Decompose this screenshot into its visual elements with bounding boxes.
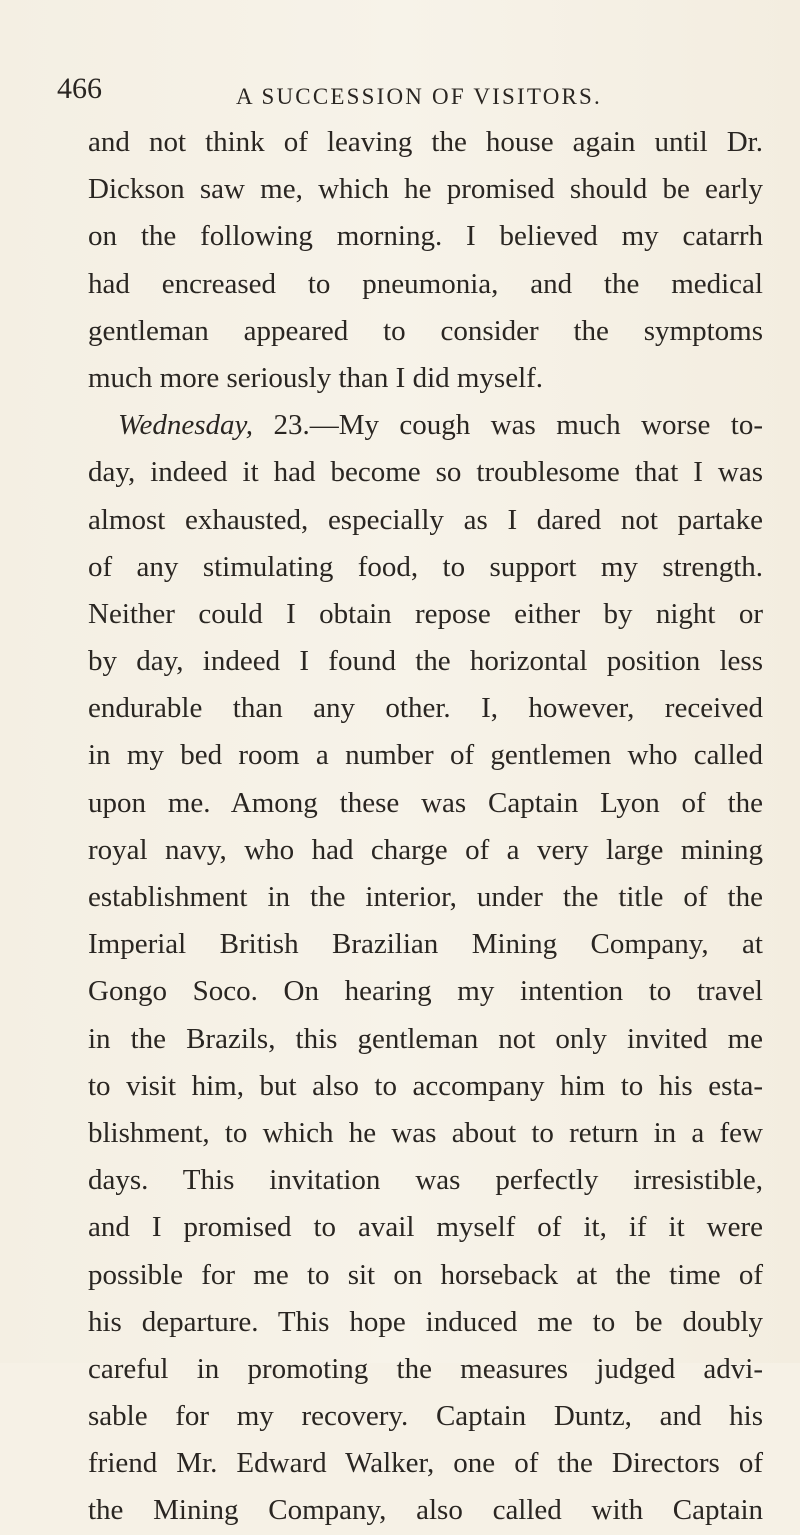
text-line: upon me. Among these was Captain Lyon of the bbox=[88, 786, 763, 819]
body-text bbox=[88, 119, 763, 1535]
text-line: had encreased to pneumonia, and the medical bbox=[88, 267, 763, 300]
text-line: gentleman appeared to consider the symptoms bbox=[88, 314, 763, 347]
text-line: in my bed room a number of gentlemen who called bbox=[88, 739, 763, 772]
text-line: endurable than any other. I, however, received bbox=[88, 692, 763, 725]
text-line: of any stimulating food, to support my strength. bbox=[88, 550, 763, 583]
text-line: day, indeed it had become so troublesome that I was bbox=[88, 456, 763, 489]
text-line: Imperial British Brazilian Mining Company, at bbox=[88, 928, 763, 961]
diary-entry-line bbox=[88, 402, 763, 449]
page-number: 466 bbox=[57, 72, 102, 105]
text-line: and I promised to avail myself of it, if it were bbox=[88, 1211, 763, 1244]
text-line: blishment, to which he was about to return in a few bbox=[88, 1116, 763, 1149]
text-line: days. This invitation was perfectly irresistible, bbox=[88, 1164, 763, 1197]
text-line: in the Brazils, this gentleman not only invited me bbox=[88, 1022, 763, 1055]
text-line: almost exhausted, especially as I dared not partake bbox=[88, 503, 763, 536]
text-line: his departure. This hope induced me to be doubly bbox=[88, 1305, 763, 1338]
text-line: establishment in the interior, under the title of the bbox=[88, 881, 763, 913]
text-line: careful in promoting the measures judged advi- bbox=[88, 1352, 763, 1385]
text-line: Gongo Soco. On hearing my intention to travel bbox=[88, 975, 763, 1008]
text-line: Dickson saw me, which he promised should be early bbox=[88, 173, 763, 206]
running-head-text: A SUCCESSION OF VISITORS. bbox=[235, 84, 603, 109]
text-line: to visit him, but also to accompany him to his esta- bbox=[88, 1069, 763, 1102]
text-line: much more seriously than I did myself. bbox=[88, 361, 544, 394]
text-line: friend Mr. Edward Walker, one of the Directors of bbox=[88, 1447, 763, 1480]
text-line: royal navy, who had charge of a very large mining bbox=[88, 833, 763, 866]
text-line: Neither could I obtain repose either by night or bbox=[88, 597, 763, 630]
text-line: and not think of leaving the house again until Dr. bbox=[88, 126, 763, 158]
text-line: possible for me to sit on horseback at the time of bbox=[88, 1258, 763, 1291]
text-line: by day, indeed I found the horizontal position less bbox=[88, 645, 763, 678]
text-line: sable for my recovery. Captain Duntz, and his bbox=[88, 1400, 763, 1433]
running-head bbox=[0, 84, 800, 110]
text-line: the Mining Company, also called with Captain bbox=[88, 1494, 763, 1527]
entry-day: Wednesday, bbox=[118, 409, 254, 442]
text-line: on the following morning. I believed my catarrh bbox=[88, 220, 763, 253]
entry-text: 23.—My cough was much worse to- bbox=[273, 409, 763, 442]
